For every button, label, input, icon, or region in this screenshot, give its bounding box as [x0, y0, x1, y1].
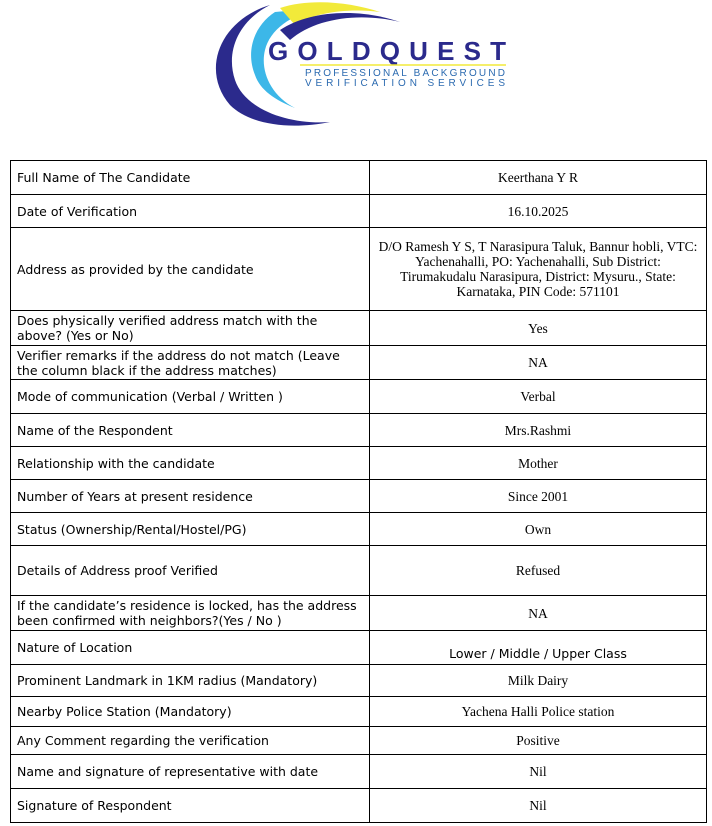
table-row [11, 447, 707, 480]
table-row [11, 596, 707, 631]
field-value: Verbal [370, 380, 707, 414]
verification-table [10, 160, 707, 823]
table-row [11, 755, 707, 789]
field-label: Number of Years at present residence [11, 480, 370, 513]
svg-text:GOLDQUEST: GOLDQUEST [268, 36, 506, 66]
field-label: Relationship with the candidate [11, 447, 370, 480]
table-row [11, 789, 707, 823]
field-label: If the candidate’s residence is locked, has the address been confirmed with neighbors?(Yes / No ) [11, 596, 370, 631]
field-label: Full Name of The Candidate [11, 161, 370, 195]
table-row [11, 631, 707, 665]
table-row [11, 546, 707, 596]
svg-text:PROFESSIONAL BACKGROUND: PROFESSIONAL BACKGROUND [305, 68, 505, 79]
field-label: Details of Address proof Verified [11, 546, 370, 596]
field-value: Milk Dairy [370, 665, 707, 697]
field-label: Date of Verification [11, 195, 370, 228]
table-row [11, 346, 707, 380]
table-row [11, 380, 707, 414]
field-value: Mrs.Rashmi [370, 414, 707, 447]
field-value: NA [370, 346, 707, 380]
field-label: Nearby Police Station (Mandatory) [11, 697, 370, 727]
field-label: Address as provided by the candidate [11, 228, 370, 311]
goldquest-logo [200, 0, 520, 130]
table-row [11, 513, 707, 546]
svg-text:VERIFICATION SERVICES: VERIFICATION SERVICES [305, 78, 505, 89]
field-value: NA [370, 596, 707, 631]
field-label: Signature of Respondent [11, 789, 370, 823]
field-value: Own [370, 513, 707, 546]
field-value: Mother [370, 447, 707, 480]
table-row [11, 697, 707, 727]
field-value: Refused [370, 546, 707, 596]
field-value: 16.10.2025 [370, 195, 707, 228]
field-value: Lower / Middle / Upper Class [370, 631, 707, 665]
table-row [11, 480, 707, 513]
table-row [11, 161, 707, 195]
field-label: Any Comment regarding the verification [11, 727, 370, 755]
field-value: Since 2001 [370, 480, 707, 513]
table-row [11, 414, 707, 447]
table-row [11, 727, 707, 755]
field-label: Verifier remarks if the address do not match (Leave the column black if the address matches) [11, 346, 370, 380]
table-row [11, 311, 707, 346]
field-value: D/O Ramesh Y S, T Narasipura Taluk, Bannur hobli, VTC: Yachenahalli, PO: Yachenahalli, Sub District: Tirumakudalu Narasipura, District: Mysuru., State: Karnataka, PIN Code: 571101 [370, 228, 707, 311]
field-label: Status (Ownership/Rental/Hostel/PG) [11, 513, 370, 546]
table-row [11, 195, 707, 228]
field-value: Yachena Halli Police station [370, 697, 707, 727]
field-label: Nature of Location [11, 631, 370, 665]
field-value: Nil [370, 789, 707, 823]
field-label: Name of the Respondent [11, 414, 370, 447]
field-value: Nil [370, 755, 707, 789]
field-label: Name and signature of representative with date [11, 755, 370, 789]
field-value: Yes [370, 311, 707, 346]
field-label: Prominent Landmark in 1KM radius (Mandatory) [11, 665, 370, 697]
table-row [11, 665, 707, 697]
table-row [11, 228, 707, 311]
field-label: Mode of communication (Verbal / Written ) [11, 380, 370, 414]
field-label: Does physically verified address match with the above? (Yes or No) [11, 311, 370, 346]
field-value: Positive [370, 727, 707, 755]
field-value: Keerthana Y R [370, 161, 707, 195]
